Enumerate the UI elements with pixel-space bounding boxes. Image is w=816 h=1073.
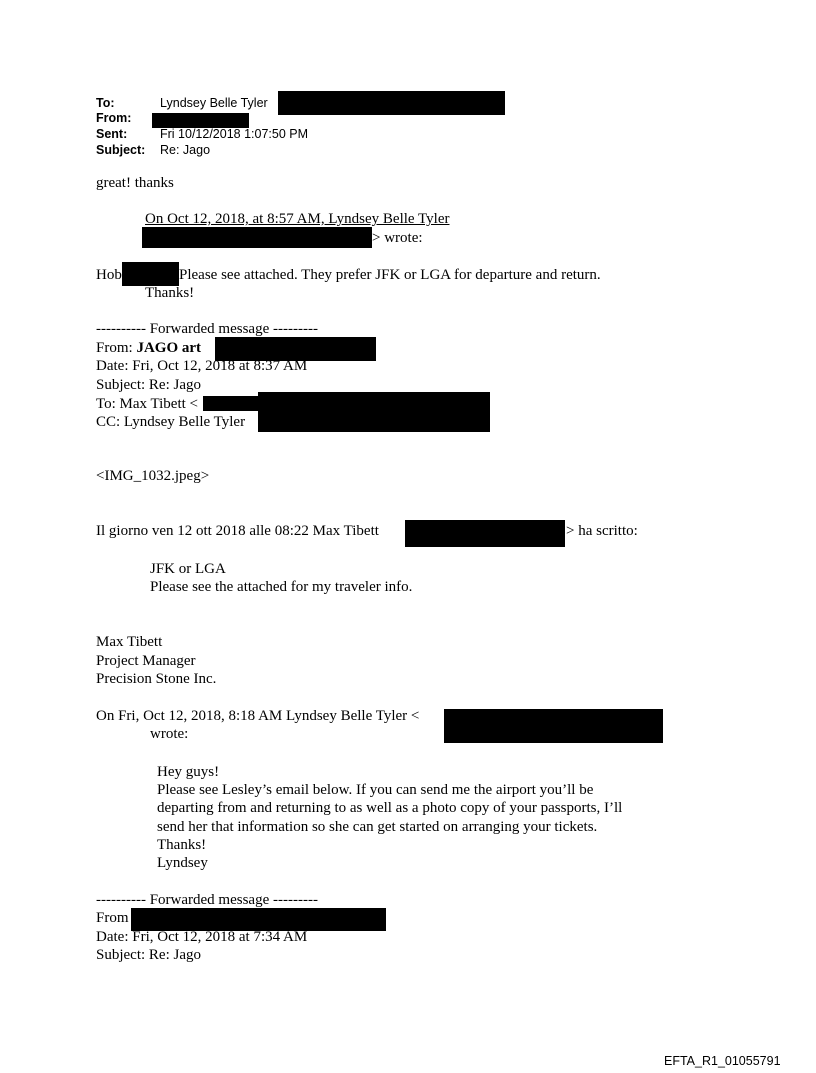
quote2-intro: On Fri, Oct 12, 2018, 8:18 AM Lyndsey Belle Tyler < (96, 708, 420, 724)
fwd2-subject: Subject: Re: Jago (96, 947, 201, 963)
lyndsey-line3: send her that information so she can get started on arranging your tickets. (157, 819, 598, 835)
attachment-name: <IMG_1032.jpeg> (96, 468, 210, 484)
redaction-bar (258, 392, 490, 432)
lyndsey-line2: departing from and returning to as well as a photo copy of your passports, I’ll (157, 800, 623, 816)
quote1-line2: > wrote: (372, 230, 423, 246)
subject-value: Re: Jago (160, 143, 211, 157)
subject-label: Subject: (96, 143, 146, 157)
fwd1-cc: CC: Lyndsey Belle Tyler (96, 414, 246, 430)
signature-title: Project Manager (96, 653, 196, 669)
signature-company: Precision Stone Inc. (96, 671, 217, 687)
reply-text: great! thanks (96, 175, 174, 191)
fwd2-date: Date: Fri, Oct 12, 2018 at 7:34 AM (96, 929, 308, 945)
signature-name: Max Tibett (96, 634, 163, 650)
fwd1-separator: ---------- Forwarded message --------- (96, 321, 318, 337)
hob-thanks: Thanks! (145, 285, 195, 301)
lyndsey-sign: Lyndsey (157, 855, 208, 871)
lyndsey-line1: Please see Lesley’s email below. If you can send me the airport you’ll be (157, 782, 594, 798)
max-reply-line2: Please see the attached for my traveler info. (150, 579, 413, 595)
bates-number: EFTA_R1_01055791 (664, 1054, 781, 1068)
max-reply-line1: JFK or LGA (150, 561, 226, 577)
redaction-bar (405, 520, 565, 547)
redaction-bar (142, 227, 372, 248)
redaction-bar (444, 709, 663, 743)
redaction-bar (122, 262, 179, 286)
lyndsey-thanks: Thanks! (157, 837, 207, 853)
fwd1-date: Date: Fri, Oct 12, 2018 at 8:37 AM (96, 358, 308, 374)
italian-quote-intro: Il giorno ven 12 ott 2018 alle 08:22 Max Tibett (96, 523, 379, 539)
fwd1-subject: Subject: Re: Jago (96, 377, 201, 393)
from-label: From: (96, 111, 132, 125)
hob-text: Please see attached. They prefer JFK or LGA for departure and return. (179, 267, 601, 283)
hob-prefix: Hob (96, 267, 122, 283)
quote2-wrote: wrote: (150, 726, 189, 742)
sent-label: Sent: (96, 127, 128, 141)
fwd1-from-label: From: (96, 340, 133, 356)
to-label: To: (96, 96, 115, 110)
fwd2-separator: ---------- Forwarded message --------- (96, 892, 318, 908)
lyndsey-greeting: Hey guys! (157, 764, 220, 780)
fwd1-from-name: JAGO art (136, 340, 202, 356)
fwd1-from (96, 340, 201, 357)
to-value: Lyndsey Belle Tyler (160, 96, 268, 110)
fwd2-from-label: From (96, 910, 129, 926)
redaction-bar (131, 908, 386, 931)
redaction-bar (278, 91, 505, 115)
fwd1-to: To: Max Tibett < (96, 396, 199, 412)
redaction-bar (203, 396, 258, 411)
italian-quote-post: > ha scritto: (566, 523, 638, 539)
sent-value: Fri 10/12/2018 1:07:50 PM (160, 127, 309, 141)
quote1-line1: On Oct 12, 2018, at 8:57 AM, Lyndsey Belle Tyler (145, 211, 450, 227)
